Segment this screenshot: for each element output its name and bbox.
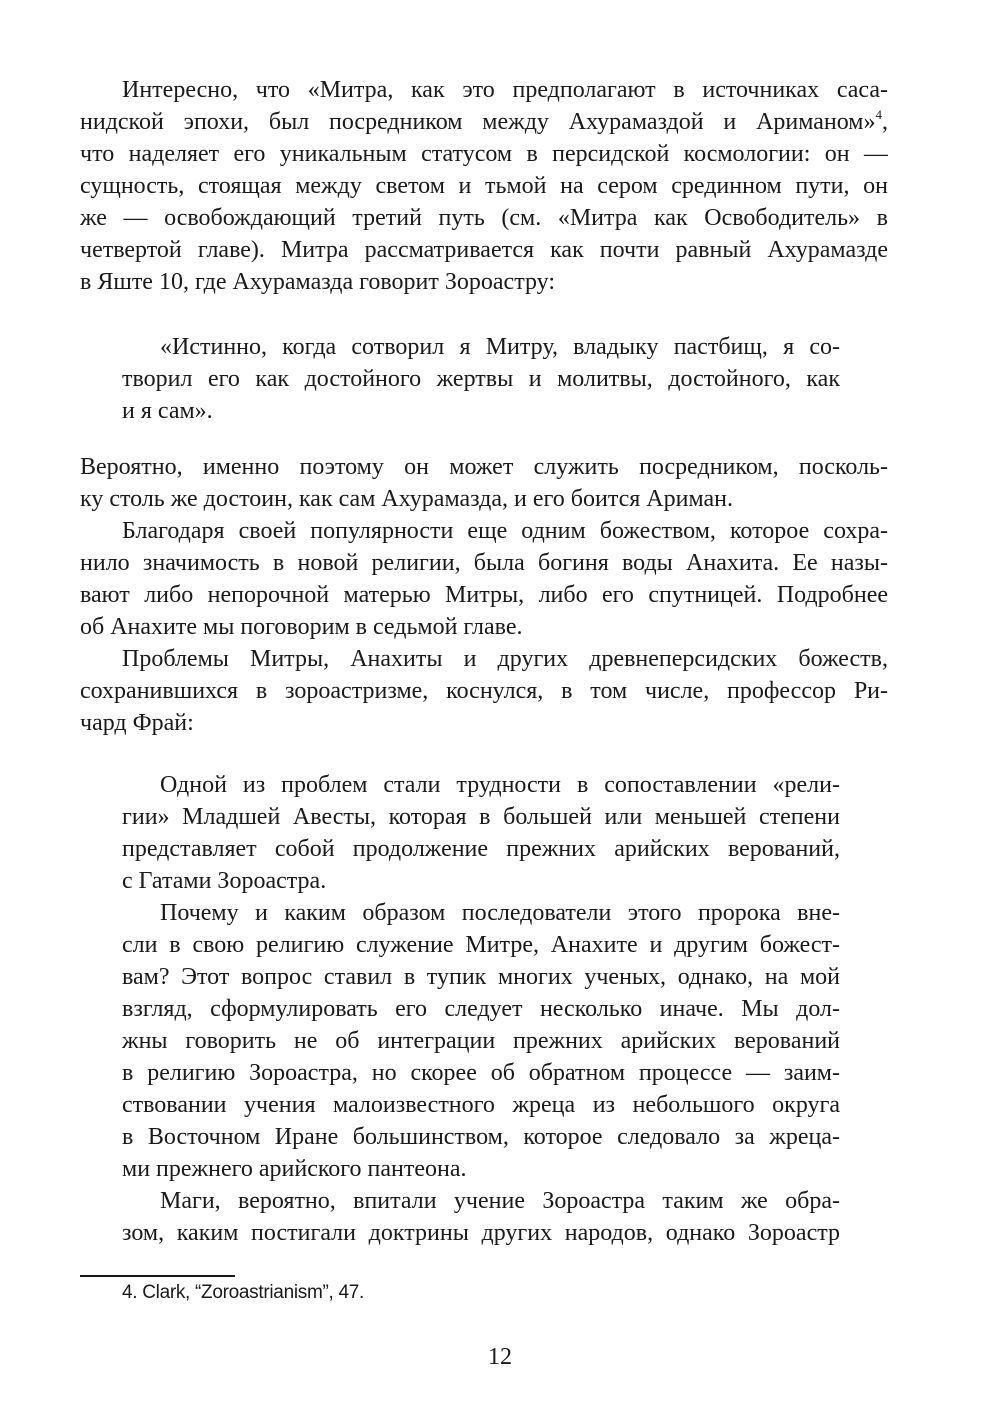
text-line-content: Вероятно, именно поэтому он может служить посредником, посколь- xyxy=(80,454,888,480)
text-line xyxy=(80,74,888,106)
text-line xyxy=(122,1121,840,1153)
paragraph xyxy=(80,643,888,739)
text-line xyxy=(122,993,840,1025)
text-line xyxy=(122,929,840,961)
text-line-content: зом, каким постигали доктрины других народов, однако Зороастр xyxy=(122,1220,840,1246)
text-line-content: Проблемы Митры, Анахиты и других древнеперсидских божеств, xyxy=(122,646,888,672)
footnote-divider xyxy=(80,1275,235,1277)
footnote-reference[interactable]: 4 xyxy=(875,107,882,122)
text-line xyxy=(80,170,888,202)
text-line-content: нило значимость в новой религии, была богиня воды Анахита. Ее назы- xyxy=(80,550,888,576)
text-line-content: ми прежнего арийского пантеона. xyxy=(122,1156,467,1182)
text-line xyxy=(122,1153,840,1185)
block-quote-paragraph xyxy=(122,769,840,897)
text-line xyxy=(80,202,888,234)
text-line-content: жны говорить не об интеграции прежних арийских верований xyxy=(122,1028,840,1054)
text-line-content: представляет собой продолжение прежних арийских верований, xyxy=(122,836,840,862)
text-line xyxy=(122,801,840,833)
text-line-content: что наделяет его уникальным статусом в персидской космологии: он — xyxy=(80,141,888,167)
block-quote-paragraph xyxy=(122,897,840,1185)
page-number: 12 xyxy=(488,1344,512,1370)
text-line-content: чард Фрай: xyxy=(80,710,194,736)
text-line-content: сли в свою религию служение Митре, Анахите и другим божест- xyxy=(122,932,840,958)
text-line xyxy=(122,395,840,427)
text-line-content: в религию Зороастра, но скорее об обратном процессе — заим- xyxy=(122,1060,840,1086)
text-line xyxy=(122,833,840,865)
text-line xyxy=(122,1057,840,1089)
text-line-content: Интересно, что «Митра, как это предполагают в источниках саса- xyxy=(122,77,888,103)
text-line-content: вам? Этот вопрос ставил в тупик многих ученых, однако, на мой xyxy=(122,964,840,990)
text-line xyxy=(80,138,888,170)
text-line-content: творил его как достойного жертвы и молитвы, достойного, как xyxy=(122,366,840,392)
text-line xyxy=(80,547,888,579)
text-line xyxy=(122,961,840,993)
text-line xyxy=(80,515,888,547)
text-line-content: «Истинно, когда сотворил я Митру, владыку пастбищ, я со- xyxy=(160,334,840,360)
text-line-content: ствовании учения малоизвестного жреца из небольшого округа xyxy=(122,1092,840,1118)
text-line xyxy=(122,331,840,363)
block-quote-paragraph xyxy=(122,1185,840,1249)
text-line xyxy=(122,1025,840,1057)
text-line-content: вают либо непорочной матерью Митры, либо его спутницей. Подробнее xyxy=(80,582,888,608)
text-line xyxy=(80,106,888,138)
text-line xyxy=(80,707,888,739)
footnote: 4. Clark, “Zoroastrianism”, 47. xyxy=(122,1282,364,1303)
punctuation: , xyxy=(882,109,888,135)
text-line-content: же — освобождающий третий путь (см. «Митра как Освободитель» в xyxy=(80,205,888,231)
paragraph xyxy=(80,515,888,643)
text-line xyxy=(80,675,888,707)
text-line xyxy=(80,234,888,266)
text-line-content: Почему и каким образом последователи этого пророка вне- xyxy=(160,900,840,926)
text-line xyxy=(80,579,888,611)
text-line-content: Одной из проблем стали трудности в сопоставлении «рели- xyxy=(160,772,840,798)
paragraph xyxy=(80,74,888,298)
text-line xyxy=(122,897,840,929)
text-line-content: сохранившихся в зороастризме, коснулся, в том числе, профессор Ри- xyxy=(80,678,888,704)
text-line xyxy=(122,769,840,801)
text-line-content: с Гатами Зороастра. xyxy=(122,868,327,894)
text-line-content: взгляд, сформулировать его следует несколько иначе. Мы дол- xyxy=(122,996,840,1022)
text-line-content: в Восточном Иране большинством, которое следовало за жреца- xyxy=(122,1124,840,1150)
text-line-content: четвертой главе). Митра рассматривается как почти равный Ахурамазде xyxy=(80,237,888,263)
text-line-content: ку столь же достоин, как сам Ахурамазда, и его боится Ариман. xyxy=(80,486,734,512)
text-line-content: и я сам». xyxy=(122,398,213,424)
text-line xyxy=(80,611,888,643)
text-line xyxy=(122,865,840,897)
block-quote-paragraph xyxy=(122,331,840,427)
text-line xyxy=(122,363,840,395)
text-line xyxy=(80,266,888,298)
text-line-content: сущность, стоящая между светом и тьмой на сером срединном пути, он xyxy=(80,173,888,199)
text-line-content: в Яште 10, где Ахурамазда говорит Зороастру: xyxy=(80,269,556,295)
text-line xyxy=(122,1217,840,1249)
text-line-content: нидской эпохи, был посредником между Ахурамаздой и Ариманом» xyxy=(80,109,876,135)
paragraph xyxy=(80,451,888,515)
text-line xyxy=(122,1185,840,1217)
text-line xyxy=(80,643,888,675)
text-line xyxy=(80,451,888,483)
text-line xyxy=(122,1089,840,1121)
text-line-content: Благодаря своей популярности еще одним божеством, которое сохра- xyxy=(122,518,888,544)
text-line xyxy=(80,483,888,515)
text-line-content: гии» Младшей Авесты, которая в большей или меньшей степени xyxy=(122,804,840,830)
text-line-content: об Анахите мы поговорим в седьмой главе. xyxy=(80,614,523,640)
text-line-content: Маги, вероятно, впитали учение Зороастра таким же обра- xyxy=(160,1188,840,1214)
